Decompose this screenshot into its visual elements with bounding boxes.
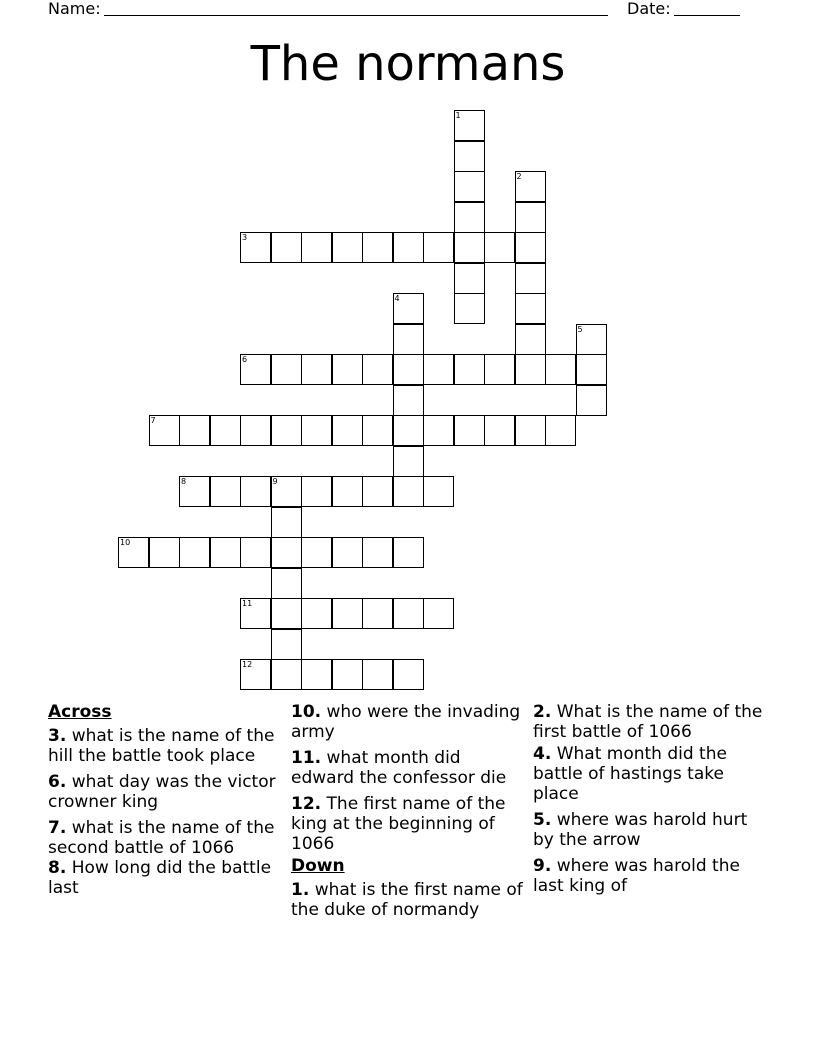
crossword-cell[interactable] <box>393 537 424 568</box>
crossword-cell[interactable] <box>240 354 271 385</box>
crossword-cell[interactable] <box>271 415 302 446</box>
crossword-cell[interactable] <box>149 415 180 446</box>
cell-number: 10 <box>120 538 131 547</box>
clue-across-10: 10. who were the invading army <box>291 702 521 742</box>
clue-down-1: 1. what is the first name of the duke of normandy <box>291 880 523 920</box>
crossword-cell[interactable] <box>393 293 424 324</box>
crossword-cell[interactable] <box>332 598 363 629</box>
crossword-cell[interactable] <box>362 232 393 263</box>
crossword-cell[interactable] <box>332 415 363 446</box>
crossword-cell[interactable] <box>179 415 210 446</box>
crossword-cell[interactable] <box>515 354 546 385</box>
crossword-cell[interactable] <box>271 568 302 599</box>
crossword-cell[interactable] <box>515 263 546 294</box>
cell-number: 11 <box>242 599 253 608</box>
crossword-cell[interactable] <box>515 232 546 263</box>
crossword-cell[interactable] <box>454 263 485 294</box>
crossword-cell[interactable] <box>454 202 485 233</box>
crossword-cell[interactable] <box>271 598 302 629</box>
crossword-cell[interactable] <box>393 324 424 355</box>
clue-down-9: 9. where was harold the last king of <box>533 856 740 896</box>
crossword-cell[interactable] <box>240 476 271 507</box>
crossword-cell[interactable] <box>301 415 332 446</box>
crossword-cell[interactable] <box>179 476 210 507</box>
crossword-cell[interactable] <box>545 354 576 385</box>
crossword-cell[interactable] <box>332 537 363 568</box>
crossword-cell[interactable] <box>484 354 515 385</box>
clue-down-2: 2. What is the name of the first battle of 1066 <box>533 702 763 742</box>
date-label: Date: <box>627 0 671 18</box>
cell-number: 1 <box>455 111 461 120</box>
crossword-cell[interactable] <box>484 415 515 446</box>
crossword-cell[interactable] <box>454 110 485 141</box>
crossword-cell[interactable] <box>271 232 302 263</box>
crossword-cell[interactable] <box>454 141 485 172</box>
clue-down-5: 5. where was harold hurt by the arrow <box>533 810 748 850</box>
crossword-cell[interactable] <box>393 415 424 446</box>
crossword-cell[interactable] <box>240 659 271 690</box>
crossword-cell[interactable] <box>240 232 271 263</box>
clues-column-2 <box>291 702 527 926</box>
crossword-cell[interactable] <box>393 476 424 507</box>
cell-number: 3 <box>242 233 248 242</box>
crossword-cell[interactable] <box>576 354 607 385</box>
crossword-cell[interactable] <box>423 598 454 629</box>
crossword-cell[interactable] <box>271 507 302 538</box>
clues-column-3 <box>533 702 769 902</box>
crossword-cell[interactable] <box>271 476 302 507</box>
crossword-cell[interactable] <box>515 293 546 324</box>
crossword-cell[interactable] <box>362 659 393 690</box>
crossword-cell[interactable] <box>332 354 363 385</box>
crossword-cell[interactable] <box>149 537 180 568</box>
crossword-cell[interactable] <box>210 537 241 568</box>
clue-across-8: 8. How long did the battle last <box>48 858 272 898</box>
crossword-cell[interactable] <box>423 232 454 263</box>
clues-column-1 <box>48 702 284 904</box>
cell-number: 12 <box>242 660 253 669</box>
page-title: The normans <box>250 36 566 92</box>
cell-number: 9 <box>272 477 278 486</box>
crossword-cell[interactable] <box>393 354 424 385</box>
crossword-cell[interactable] <box>362 598 393 629</box>
crossword-cell[interactable] <box>454 293 485 324</box>
down-heading: Down <box>291 856 345 876</box>
crossword-cell[interactable] <box>240 415 271 446</box>
clue-across-11: 11. what month did edward the confessor die <box>291 748 507 788</box>
crossword-cell[interactable] <box>362 537 393 568</box>
crossword-cell[interactable] <box>545 415 576 446</box>
crossword-cell[interactable] <box>362 415 393 446</box>
cell-number: 4 <box>394 294 400 303</box>
crossword-cell[interactable] <box>454 232 485 263</box>
clue-down-4: 4. What month did the battle of hastings take place <box>533 744 727 804</box>
crossword-cell[interactable] <box>515 171 546 202</box>
crossword-cell[interactable] <box>271 629 302 660</box>
crossword-cell[interactable] <box>179 537 210 568</box>
crossword-cell[interactable] <box>454 415 485 446</box>
clue-across-7: 7. what is the name of the second battle of 1066 <box>48 818 275 858</box>
crossword-cell[interactable] <box>454 354 485 385</box>
crossword-cell[interactable] <box>301 598 332 629</box>
crossword-cell[interactable] <box>423 415 454 446</box>
crossword-cell[interactable] <box>454 171 485 202</box>
cell-number: 6 <box>242 355 248 364</box>
crossword-cell[interactable] <box>240 537 271 568</box>
crossword-cell[interactable] <box>301 476 332 507</box>
crossword-cell[interactable] <box>515 202 546 233</box>
cell-number: 7 <box>150 416 156 425</box>
crossword-cell[interactable] <box>484 232 515 263</box>
clue-across-3: 3. what is the name of the hill the battle took place <box>48 726 275 766</box>
across-heading: Across <box>48 702 112 722</box>
crossword-cell[interactable] <box>576 324 607 355</box>
crossword-cell[interactable] <box>271 537 302 568</box>
crossword-cell[interactable] <box>332 232 363 263</box>
crossword-cell[interactable] <box>210 476 241 507</box>
name-label: Name: <box>48 0 101 18</box>
crossword-cell[interactable] <box>210 415 241 446</box>
crossword-cell[interactable] <box>362 354 393 385</box>
cell-number: 2 <box>516 172 522 181</box>
crossword-cell[interactable] <box>271 354 302 385</box>
crossword-cell[interactable] <box>515 415 546 446</box>
cell-number: 5 <box>577 324 583 334</box>
crossword-cell[interactable] <box>332 476 363 507</box>
crossword-cell[interactable] <box>301 354 332 385</box>
clue-across-12: 12. The first name of the king at the beginning of 1066 <box>291 794 506 854</box>
crossword-cell[interactable] <box>332 659 363 690</box>
crossword-cell[interactable] <box>362 476 393 507</box>
crossword-cell[interactable] <box>393 446 424 477</box>
crossword-cell[interactable] <box>393 385 424 416</box>
crossword-cell[interactable] <box>301 537 332 568</box>
crossword-cell[interactable] <box>301 659 332 690</box>
crossword-cell[interactable] <box>240 598 271 629</box>
crossword-cell[interactable] <box>393 232 424 263</box>
crossword-cell[interactable] <box>423 476 454 507</box>
cell-number: 8 <box>181 477 187 486</box>
crossword-cell[interactable] <box>301 232 332 263</box>
crossword-cell[interactable] <box>118 537 149 568</box>
crossword-cell[interactable] <box>515 324 546 355</box>
crossword-cell[interactable] <box>423 354 454 385</box>
crossword-cell[interactable] <box>393 598 424 629</box>
clue-across-6: 6. what day was the victor crowner king <box>48 772 276 812</box>
crossword-cell[interactable] <box>393 659 424 690</box>
crossword-cell[interactable] <box>576 385 607 416</box>
crossword-cell[interactable] <box>271 659 302 690</box>
